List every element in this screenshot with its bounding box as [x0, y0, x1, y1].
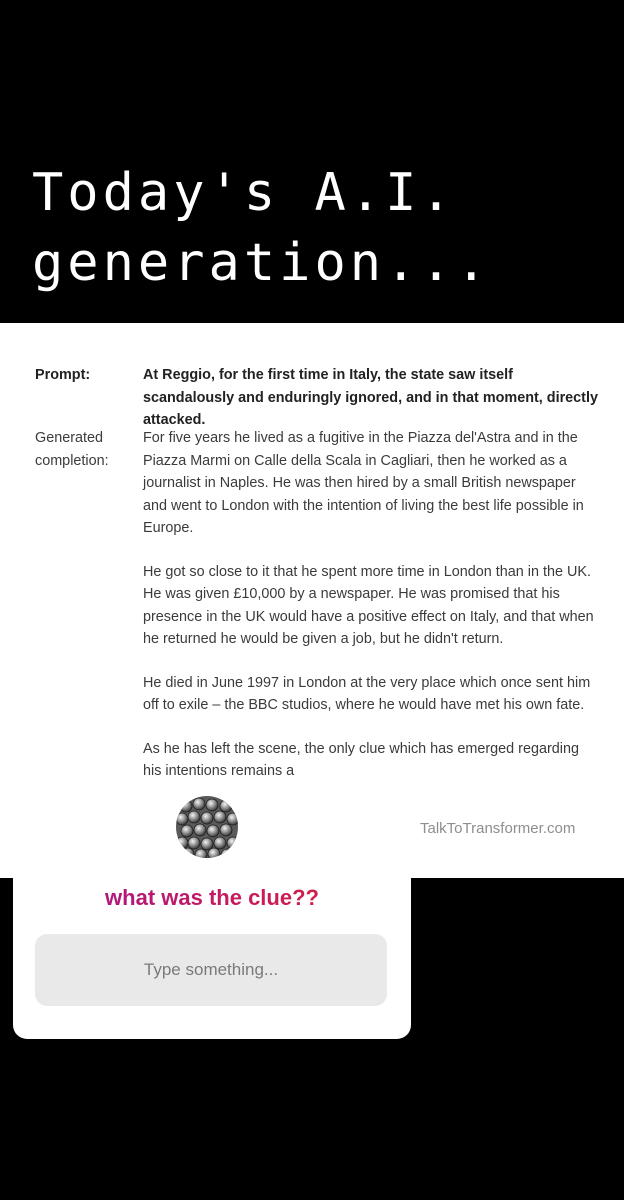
watermark-text: TalkToTransformer.com [420, 820, 576, 837]
headline-text: Today's A.I. generation... [32, 163, 491, 293]
completion-paragraph: As he has left the scene, the only clue which has emerged regarding his intentions remains a [143, 740, 579, 779]
completion-paragraph: He got so close to it that he spent more time in London than in the UK. He was given £10,000 by a newspaper. He was promised that his presence in the UK would have a positive effect on Italy, and that when he returned he would be given a job, but he didn't return. [143, 563, 594, 647]
answer-input[interactable]: Type something... [35, 934, 387, 1006]
completion-paragraph: He died in June 1997 in London at the very place which once sent him off to exile – the BBC studios, where he would have met his own fate. [143, 674, 591, 713]
completion-paragraph: For five years he lived as a fugitive in the Piazza del'Astra and in the Piazza Marmi on Calle della Scala in Cagliari, then he worked as a journalist in Naples. He was then hired by a small British newspaper and went to London with the intention of living the best life possible in Europe. [143, 430, 584, 536]
rhinestone-avatar-icon [176, 796, 238, 858]
prompt-text: At Reggio, for the first time in Italy, the state saw itself scandalously and enduringly ignored, and in that moment, directly attacked. [143, 367, 598, 428]
completion-label: Generated completion: [35, 430, 109, 469]
question-sticker[interactable] [13, 861, 411, 1039]
question-text: what was the clue?? [13, 885, 411, 911]
avatar[interactable] [176, 796, 238, 858]
completion-text [143, 427, 598, 804]
screenshot-card [0, 323, 624, 878]
prompt-label: Prompt: [35, 367, 91, 383]
